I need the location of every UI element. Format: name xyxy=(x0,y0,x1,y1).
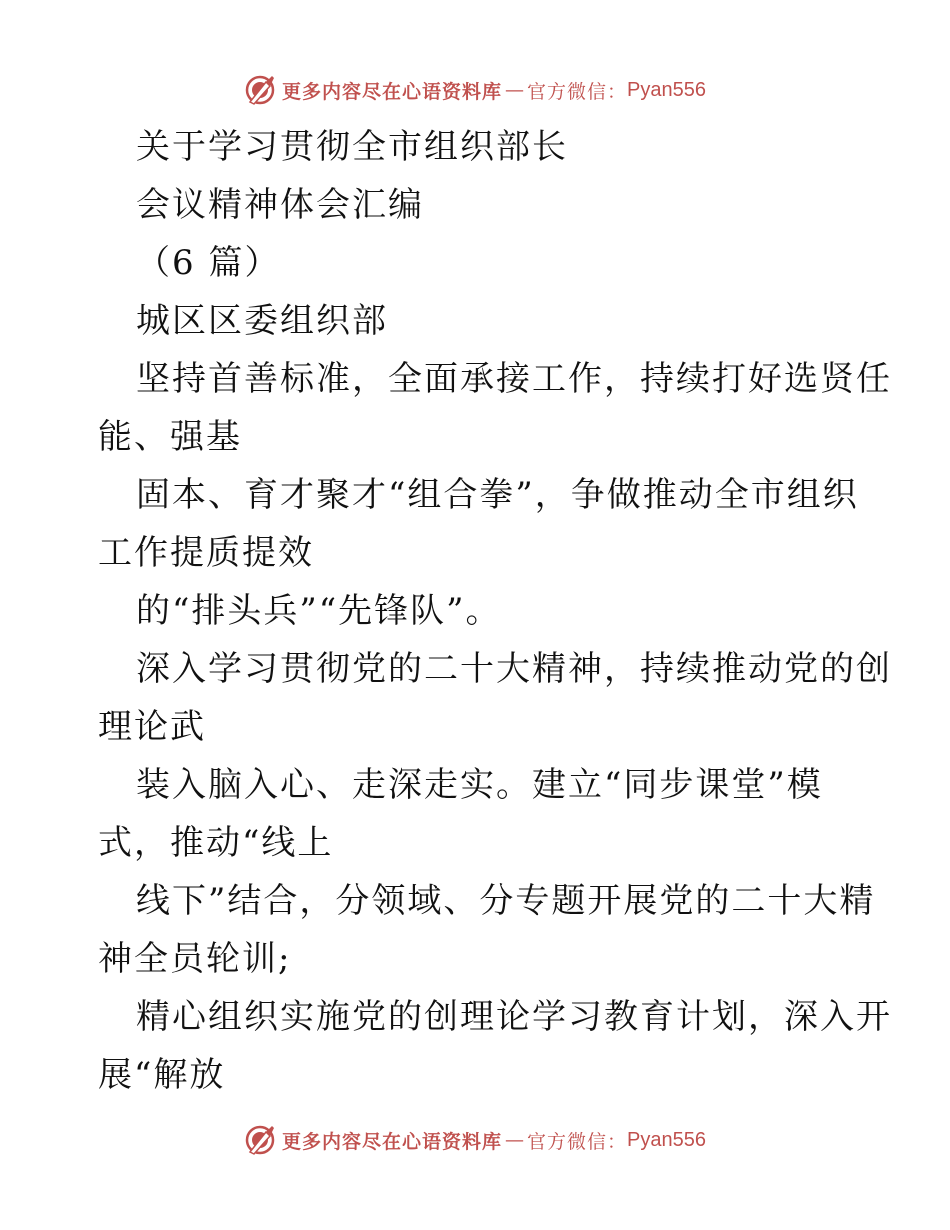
paragraph-2 xyxy=(98,466,858,582)
footer-banner xyxy=(0,1120,950,1160)
banner-separator: — xyxy=(505,79,525,101)
banner-wechat-id: Pyan556 xyxy=(627,78,706,101)
paragraph-4-line1: 深入学习贯彻党的二十大精神，持续推动党的创 xyxy=(136,649,892,689)
paragraph-4 xyxy=(98,640,892,756)
paragraph-6-line2: 神全员轮训; xyxy=(98,939,292,979)
pen-logo-icon xyxy=(244,74,276,106)
banner-brand-text: 更多内容尽在心语资料库 xyxy=(282,1130,503,1153)
paragraph-6 xyxy=(98,872,876,988)
banner-brand-text: 更多内容尽在心语资料库 xyxy=(282,80,503,103)
doc-author: 城区区委组织部 xyxy=(136,301,388,341)
banner-wechat-id: Pyan556 xyxy=(627,1128,706,1151)
banner-wechat-label: 官方微信： xyxy=(527,1130,628,1153)
paragraph-6-line1: 线下”结合，分领域、分专题开展党的二十大精 xyxy=(136,881,876,921)
paragraph-5-line1: 装入脑入心、走深走实。建立“同步课堂”模 xyxy=(136,765,823,805)
paragraph-4-line2: 理论武 xyxy=(98,707,206,747)
paragraph-1-line2: 能、强基 xyxy=(98,417,242,457)
header-banner xyxy=(0,70,950,110)
doc-count: （6 篇） xyxy=(136,243,281,283)
banner-wechat-label: 官方微信： xyxy=(527,80,628,103)
paragraph-3 xyxy=(98,582,858,640)
paragraph-1-line1: 坚持首善标准，全面承接工作，持续打好选贤任 xyxy=(136,359,892,399)
pen-logo-icon xyxy=(244,1124,276,1156)
doc-title-line1: 关于学习贯彻全市组织部长 xyxy=(136,127,568,167)
document-body xyxy=(98,118,892,1104)
paragraph-2-line2: 工作提质提效 xyxy=(98,533,314,573)
paragraph-2-line1: 固本、育才聚才“组合拳”，争做推动全市组织 xyxy=(136,475,859,515)
paragraph-5 xyxy=(98,756,858,872)
banner-separator: — xyxy=(505,1129,525,1151)
paragraph-7-line1: 精心组织实施党的创理论学习教育计划，深入开 xyxy=(136,997,892,1037)
paragraph-7 xyxy=(98,988,892,1104)
paragraph-1 xyxy=(98,350,892,466)
paragraph-3-line1: 的“排头兵”“先锋队”。 xyxy=(136,591,502,631)
paragraph-5-line2: 式，推动“线上 xyxy=(98,823,334,863)
paragraph-7-line2: 展“解放 xyxy=(98,1055,226,1095)
doc-title-line2: 会议精神体会汇编 xyxy=(136,185,424,225)
